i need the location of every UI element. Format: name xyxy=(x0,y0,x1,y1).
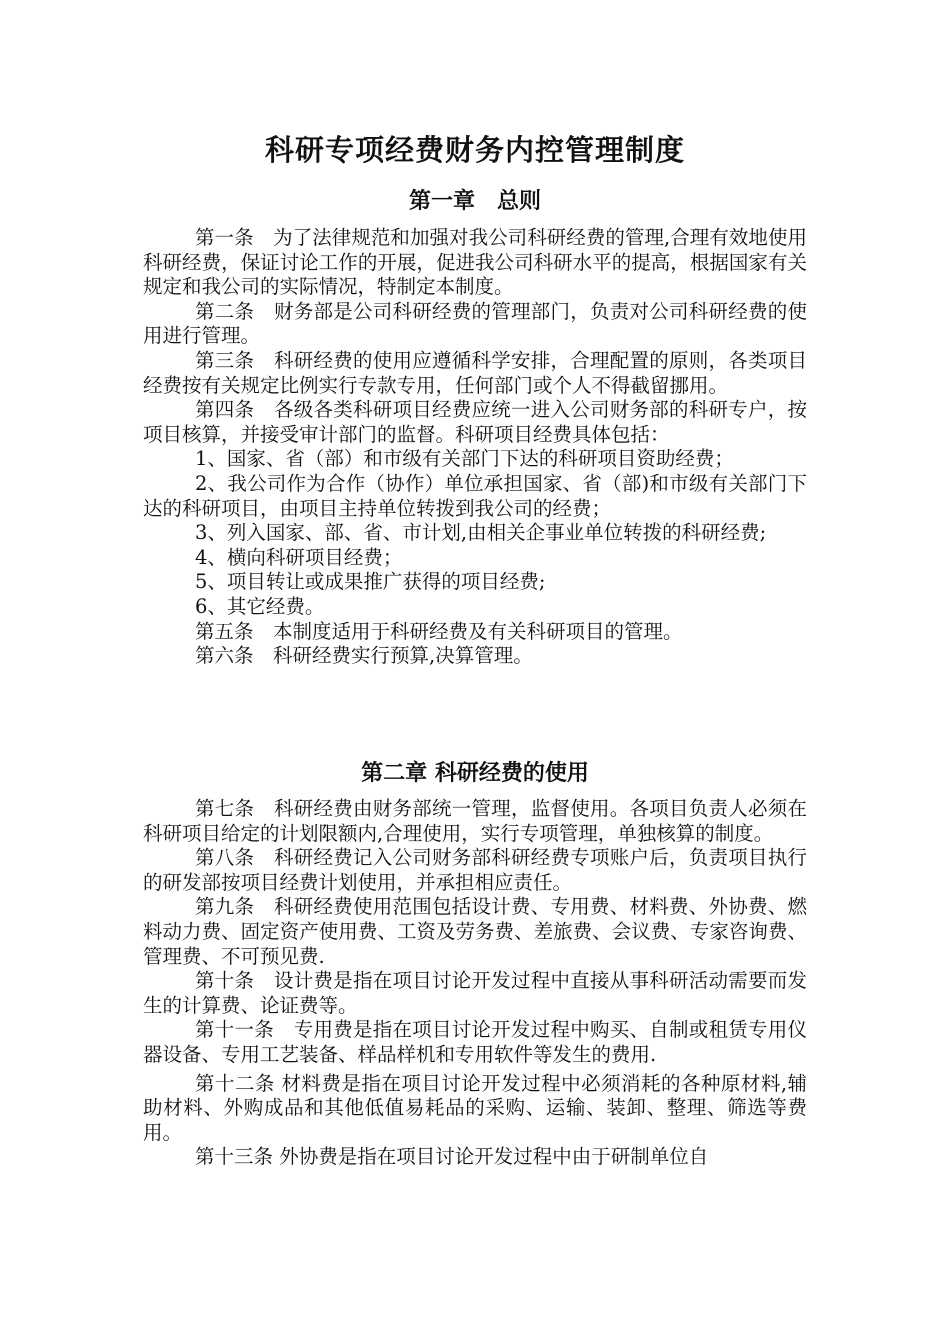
article-6: 第六条 科研经费实行预算,决算管理。 xyxy=(195,644,533,668)
article-12: 第十二条 材料费是指在项目讨论开发过程中必须消耗的各种原材料,辅助材料、外购成品和其他低值易耗品的采购、运输、装卸、整理、筛选等费用。 xyxy=(143,1071,807,1144)
chapter-1-body xyxy=(143,226,807,669)
list-item-4: 4、横向科研项目经费； xyxy=(195,545,403,569)
article-3: 第三条 科研经费的使用应遵循科学安排，合理配置的原则，各类项目经费按有关规定比例实行专款专用，任何部门或个人不得截留挪用。 xyxy=(143,348,807,397)
list-item-6: 6、其它经费。 xyxy=(195,594,325,618)
list-item-3: 3、列入国家、部、省、市计划,由相关企事业单位转拨的科研经费; xyxy=(195,521,767,545)
list-item-2: 2、我公司作为合作（协作）单位承担国家、省（部)和市级有关部门下达的科研项目，由项目主持单位转拨到我公司的经费； xyxy=(143,471,807,520)
list-item-5: 5、项目转让或成果推广获得的项目经费; xyxy=(195,570,546,594)
article-8: 第八条 科研经费记入公司财务部科研经费专项账户后，负责项目执行的研发部按项目经费计划使用，并承担相应责任。 xyxy=(143,846,807,894)
article-13: 第十三条 外协费是指在项目讨论开发过程中由于研制单位自 xyxy=(195,1145,709,1169)
list-item-1: 1、国家、省（部）和市级有关部门下达的科研项目资助经费； xyxy=(195,447,734,471)
article-5: 第五条 本制度适用于科研经费及有关科研项目的管理。 xyxy=(195,619,683,643)
article-11: 第十一条 专用费是指在项目讨论开发过程中购买、自制或租赁专用仪器设备、专用工艺装备、样品样机和专用软件等发生的费用. xyxy=(143,1018,807,1066)
document-title: 科研专项经费财务内控管理制度 xyxy=(264,133,685,167)
article-7: 第七条 科研经费由财务部统一管理，监督使用。各项目负责人必须在科研项目给定的计划限额内,合理使用，实行专项管理，单独核算的制度。 xyxy=(143,797,807,845)
chapter-2-heading: 第二章 科研经费的使用 xyxy=(361,761,589,786)
chapter-2-body xyxy=(143,797,807,1170)
chapter-1-heading: 第一章 总则 xyxy=(408,189,541,214)
article-10: 第十条 设计费是指在项目讨论开发过程中直接从事科研活动需要而发生的计算费、论证费等。 xyxy=(143,969,807,1017)
article-1: 第一条 为了法律规范和加强对我公司科研经费的管理,合理有效地使用科研经费，保证讨论工作的开展，促进我公司科研水平的提高，根据国家有关规定和我公司的实际情况，特制定本制度。 xyxy=(143,226,807,299)
article-4: 第四条 各级各类科研项目经费应统一进入公司财务部的科研专户，按项目核算，并接受审计部门的监督。科研项目经费具体包括： xyxy=(143,398,807,446)
article-2: 第二条 财务部是公司科研经费的管理部门，负责对公司科研经费的使用进行管理。 xyxy=(143,299,807,348)
article-9: 第九条 科研经费使用范围包括设计费、专用费、材料费、外协费、燃料动力费、固定资产使用费、工资及劳务费、差旅费、会议费、专家咨询费、管理费、不可预见费. xyxy=(143,895,807,968)
